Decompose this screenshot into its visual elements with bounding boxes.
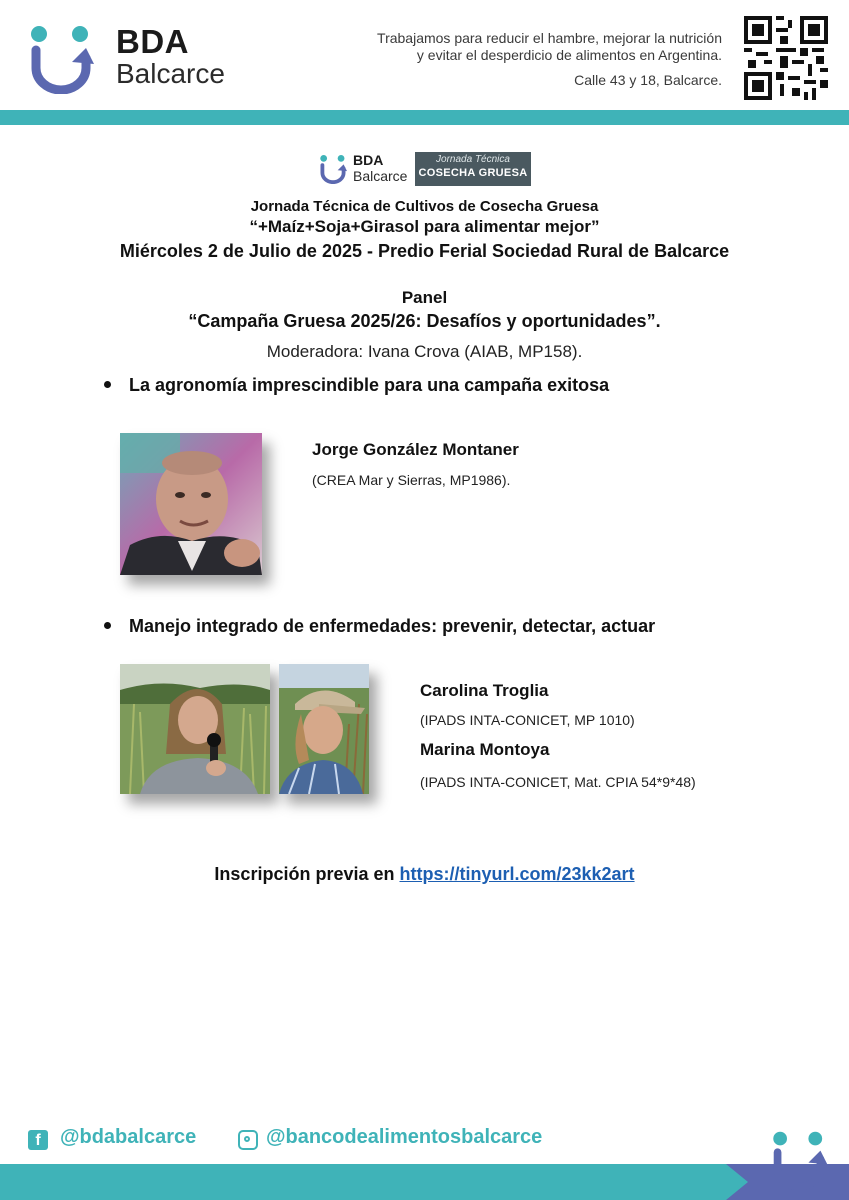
- portrait-woman-field-icon: [120, 664, 270, 794]
- footer-color-bar: [0, 1164, 849, 1200]
- event-slogan: “+Maíz+Soja+Girasol para alimentar mejor”: [249, 217, 600, 236]
- speaker-photo-troglia: [120, 664, 270, 794]
- banner-logo-area: [317, 152, 415, 186]
- header-divider-bar: [0, 110, 849, 125]
- speaker-1-name: Jorge González Montaner: [312, 440, 519, 459]
- event-title: Jornada Técnica de Cultivos de Cosecha Gruesa: [250, 198, 599, 215]
- speaker-2-affiliation: (IPADS INTA-CONICET, MP 1010): [420, 712, 635, 728]
- registration-label: Inscripción previa en: [214, 864, 400, 884]
- footer-logo-icon: [770, 1130, 828, 1190]
- topic-2-title: Manejo integrado de enfermedades: prevenir, detectar, actuar: [129, 616, 656, 636]
- speaker-3-name: Marina Montoya: [420, 740, 550, 759]
- tagline-line-1: Trabajamos para reducir el hambre, mejorar la nutrición: [377, 30, 722, 46]
- logo-text-bda: BDA: [116, 23, 189, 60]
- banner-subtitle: Jornada Técnica: [436, 154, 510, 165]
- speaker-1-affiliation: (CREA Mar y Sierras, MP1986).: [312, 472, 511, 488]
- bullet-icon: [104, 622, 111, 629]
- tagline-line-2: y evitar el desperdicio de alimentos en Argentina.: [416, 47, 722, 63]
- instagram-icon[interactable]: [238, 1130, 258, 1150]
- event-date-place: Miércoles 2 de Julio de 2025 - Predio Ferial Sociedad Rural de Balcarce: [119, 241, 730, 261]
- bullet-icon: [104, 381, 111, 388]
- portrait-man-icon: [120, 433, 262, 575]
- topic-2-heading: [104, 616, 655, 637]
- banner-title-area: [415, 152, 531, 186]
- banner-bda-text: BDA: [353, 152, 384, 168]
- facebook-handle[interactable]: @bdabalcarce: [60, 1126, 197, 1148]
- registration-link[interactable]: https://tinyurl.com/23kk2art: [399, 864, 635, 884]
- panel-label: Panel: [401, 288, 448, 307]
- facebook-icon[interactable]: f: [28, 1130, 48, 1150]
- logo-text-city: Balcarce: [116, 58, 225, 89]
- speaker-2-name: Carolina Troglia: [420, 681, 549, 700]
- topic-1-title: La agronomía imprescindible para una campaña exitosa: [129, 375, 610, 395]
- portrait-woman-cap-icon: [279, 664, 369, 794]
- event-banner: [317, 152, 531, 186]
- panel-moderator: Moderadora: Ivana Crova (AIAB, MP158).: [266, 342, 583, 361]
- header-address: Calle 43 y 18, Balcarce.: [574, 72, 722, 88]
- instagram-handle[interactable]: @bancodealimentosbalcarce: [266, 1126, 543, 1148]
- registration-line: [0, 864, 849, 885]
- bda-logo-icon: [28, 24, 94, 94]
- panel-title: “Campaña Gruesa 2025/26: Desafíos y oportunidades”.: [188, 311, 661, 331]
- qr-code-icon[interactable]: [744, 16, 828, 100]
- topic-1-heading: [104, 375, 609, 396]
- speaker-photo-gonzalez-montaner: [120, 433, 262, 575]
- banner-city-text: Balcarce: [353, 168, 408, 184]
- speaker-photo-montoya: [279, 664, 369, 794]
- banner-logo-icon: [319, 154, 347, 184]
- header-tagline: [330, 30, 722, 64]
- speaker-3-affiliation: (IPADS INTA-CONICET, Mat. CPIA 54*9*48): [420, 774, 696, 790]
- banner-title: COSECHA GRUESA: [418, 167, 528, 179]
